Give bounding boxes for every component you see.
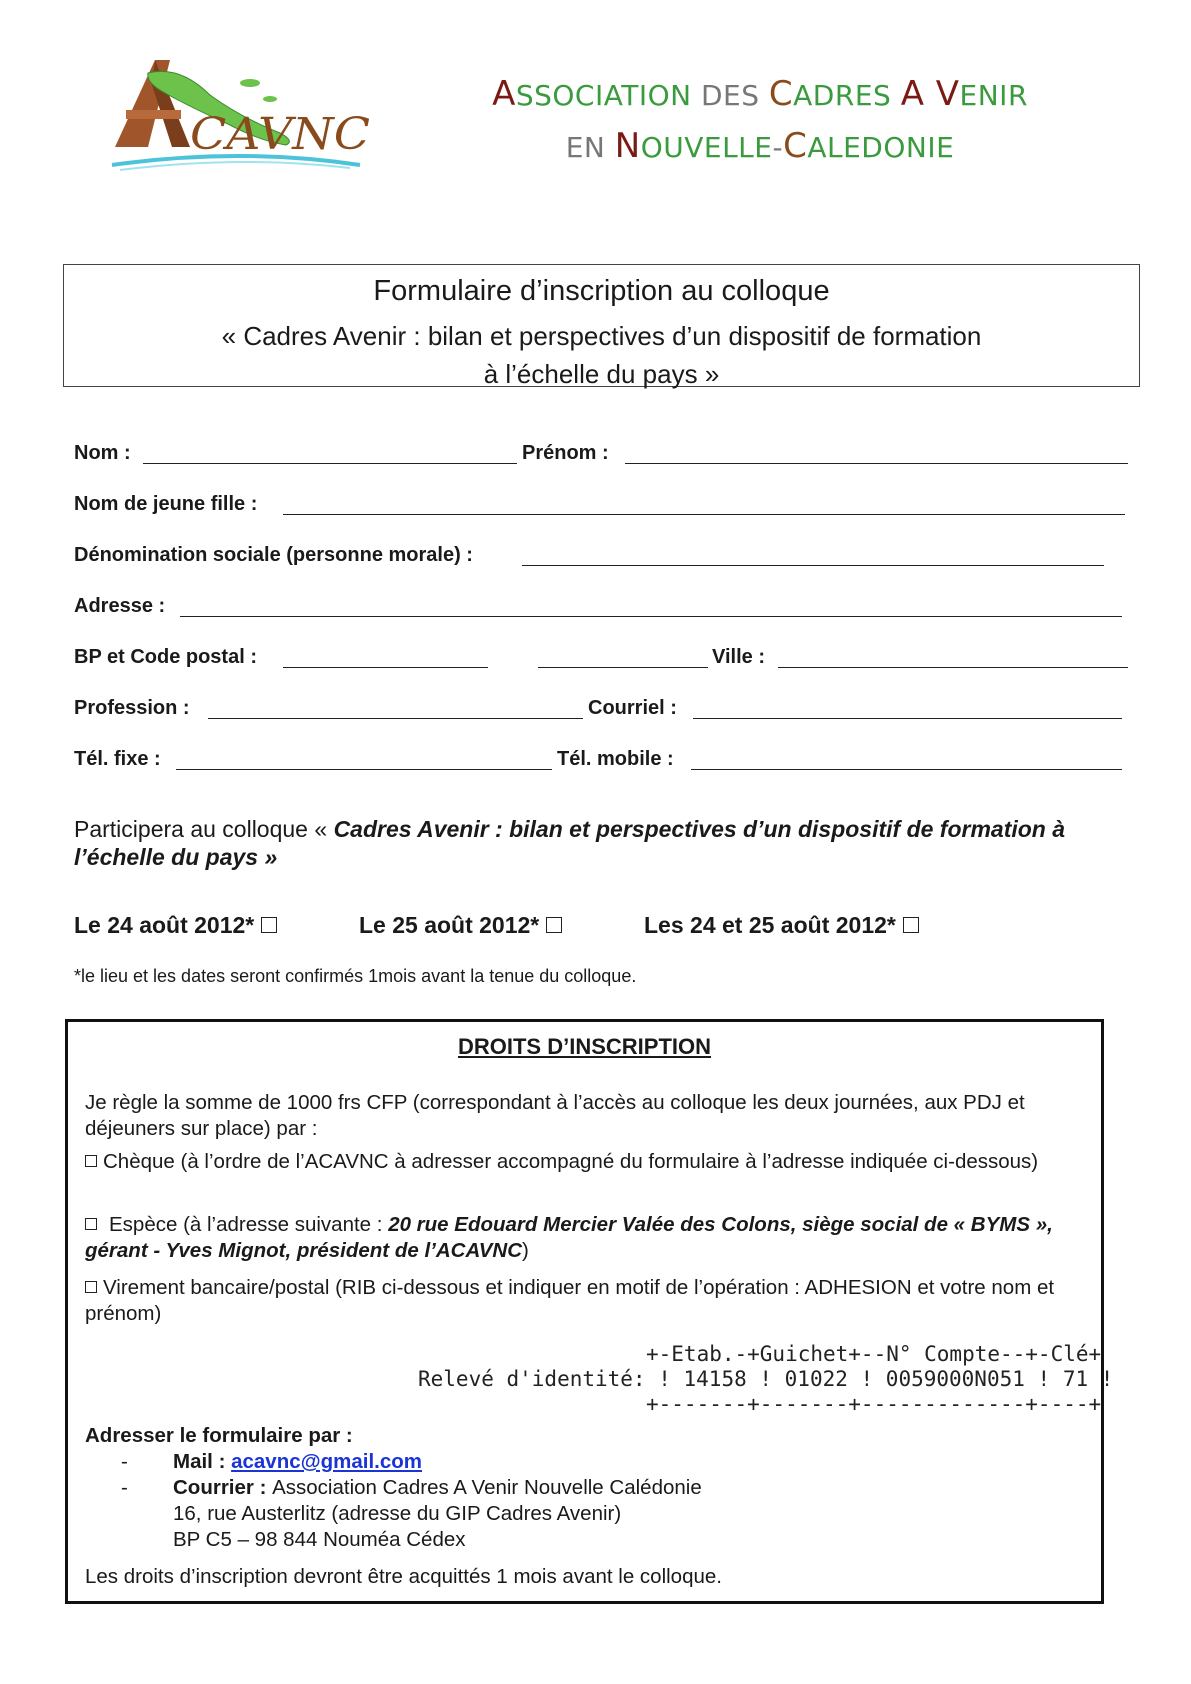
denomination-field[interactable]	[522, 565, 1104, 566]
payment-intro: Je règle la somme de 1000 frs CFP (correspondant à l’accès au colloque les deux journées, aux PDJ et déjeuners sur place) par :	[85, 1091, 1025, 1140]
colloque-title: « Cadres Avenir : bilan et perspectives d’un dispositif de formation à l’échelle du pays »	[221, 321, 982, 389]
tel-mobile-field[interactable]	[691, 769, 1122, 770]
rib-block	[418, 1342, 1113, 1417]
checkbox-cheque[interactable]	[85, 1155, 97, 1167]
code-postal-field[interactable]	[538, 667, 708, 668]
mail-link[interactable]: acavnc@gmail.com	[231, 1450, 422, 1473]
prenom-label: Prénom :	[522, 442, 609, 464]
checkbox-24-aout[interactable]	[261, 917, 277, 933]
tel-mobile-label: Tél. mobile :	[557, 748, 674, 770]
checkbox-espece[interactable]	[85, 1218, 97, 1230]
nom-label: Nom :	[74, 442, 131, 464]
assoc-letter-group: C	[768, 74, 794, 114]
assoc-letter-group: C	[783, 126, 808, 166]
assoc-letter-group: N	[614, 126, 641, 166]
courrier-item: - Courrier : Association Cadres A Venir Nouvelle Calédonie 16, rue Austerlitz (adresse du GIP Cadres Avenir) BP C5 – 98 844 Nouméa Cédex	[121, 1476, 702, 1551]
checkbox-24-25-aout[interactable]	[903, 917, 919, 933]
assoc-letter-group: V	[935, 74, 960, 114]
row-nom-prenom	[74, 442, 1128, 472]
form-title-box	[63, 264, 1140, 387]
adresse-label: Adresse :	[74, 595, 166, 617]
row-adresse	[74, 595, 1128, 625]
date-option-24[interactable]: Le 24 août 2012*	[74, 912, 277, 939]
rib-label: Relevé d'identité:	[418, 1367, 646, 1391]
row-denomination	[74, 544, 1128, 574]
bp-code-postal-label: BP et Code postal :	[74, 646, 257, 668]
droits-footer-note: Les droits d’inscription devront être acquittés 1 mois avant le colloque.	[85, 1565, 722, 1588]
form-title: Formulaire d’inscription au colloque	[373, 275, 830, 307]
tel-fixe-label: Tél. fixe :	[74, 748, 161, 770]
row-nom-jeune-fille	[74, 493, 1128, 523]
ville-field[interactable]	[778, 667, 1128, 668]
profession-label: Profession :	[74, 697, 190, 719]
checkbox-virement[interactable]	[85, 1281, 97, 1293]
rib-header: +-Etab.-+Guichet+--N° Compte--+-Clé+	[646, 1342, 1102, 1366]
row-telephones	[74, 748, 1128, 778]
courriel-field[interactable]	[693, 718, 1122, 719]
association-name-line1	[470, 74, 1050, 114]
checkbox-25-aout[interactable]	[546, 917, 562, 933]
mail-item: - Mail : acavnc@gmail.com	[121, 1450, 422, 1473]
participation-statement: Participera au colloque « Cadres Avenir : bilan et perspectives d’un dispositif de formation à l’échelle du pays »	[74, 816, 1066, 870]
date-option-24-25[interactable]: Les 24 et 25 août 2012*	[644, 912, 919, 939]
adresser-label: Adresser le formulaire par :	[85, 1424, 353, 1447]
assoc-letter-group: -	[772, 131, 784, 164]
assoc-letter-group: EN	[565, 131, 615, 164]
tel-fixe-field[interactable]	[176, 769, 552, 770]
payment-cheque-option[interactable]: Chèque (à l’ordre de l’ACAVNC à adresser accompagné du formulaire à l’adresse indiquée ci-dessous)	[85, 1149, 1085, 1175]
rib-footer: +-------+-------+-------------+----+	[646, 1392, 1102, 1416]
nom-jeune-fille-field[interactable]	[283, 514, 1125, 515]
assoc-letter-group: SSOCIATION	[515, 79, 701, 112]
assoc-letter-group: DES	[700, 79, 769, 112]
droits-inscription-box	[65, 1019, 1114, 1604]
payment-espece-option[interactable]: Espèce (à l’adresse suivante : 20 rue Edouard Mercier Valée des Colons, siège social de « BYMS », gérant - Yves Mignot, président de l’ACAVNC)	[85, 1213, 1053, 1262]
assoc-letter-group: ADRES	[793, 79, 901, 112]
rib-values: ! 14158 ! 01022 ! 0059000N051 ! 71 !	[658, 1367, 1114, 1391]
assoc-letter-group: A	[492, 74, 516, 114]
assoc-letter-group: OUVELLE	[640, 131, 773, 164]
profession-field[interactable]	[208, 718, 583, 719]
nom-field[interactable]	[143, 463, 517, 464]
svg-text:CAVNC: CAVNC	[190, 109, 370, 160]
ville-label: Ville :	[712, 646, 765, 668]
bp-field[interactable]	[283, 667, 488, 668]
date-option-25[interactable]: Le 25 août 2012*	[359, 912, 562, 939]
prenom-field[interactable]	[625, 463, 1128, 464]
courriel-label: Courriel :	[588, 697, 677, 719]
assoc-letter-group: A	[900, 74, 936, 114]
nom-jeune-fille-label: Nom de jeune fille :	[74, 493, 258, 515]
droits-title: DROITS D’INSCRIPTION	[457, 1034, 711, 1059]
acavnc-logo	[110, 55, 372, 180]
assoc-letter-group: ENIR	[959, 79, 1028, 112]
association-name-line2	[470, 126, 1050, 166]
payment-virement-option[interactable]: Virement bancaire/postal (RIB ci-dessous et indiquer en motif de l’opération : ADHESION et votre nom et prénom)	[85, 1276, 1055, 1325]
denomination-label: Dénomination sociale (personne morale) :	[74, 544, 473, 566]
row-bp-ville	[74, 646, 1128, 676]
row-profession-courriel	[74, 697, 1128, 727]
assoc-letter-group: ALEDONIE	[807, 131, 955, 164]
dates-footnote: *le lieu et les dates seront confirmés 1mois avant la tenue du colloque.	[74, 966, 637, 986]
adresse-field[interactable]	[180, 616, 1122, 617]
